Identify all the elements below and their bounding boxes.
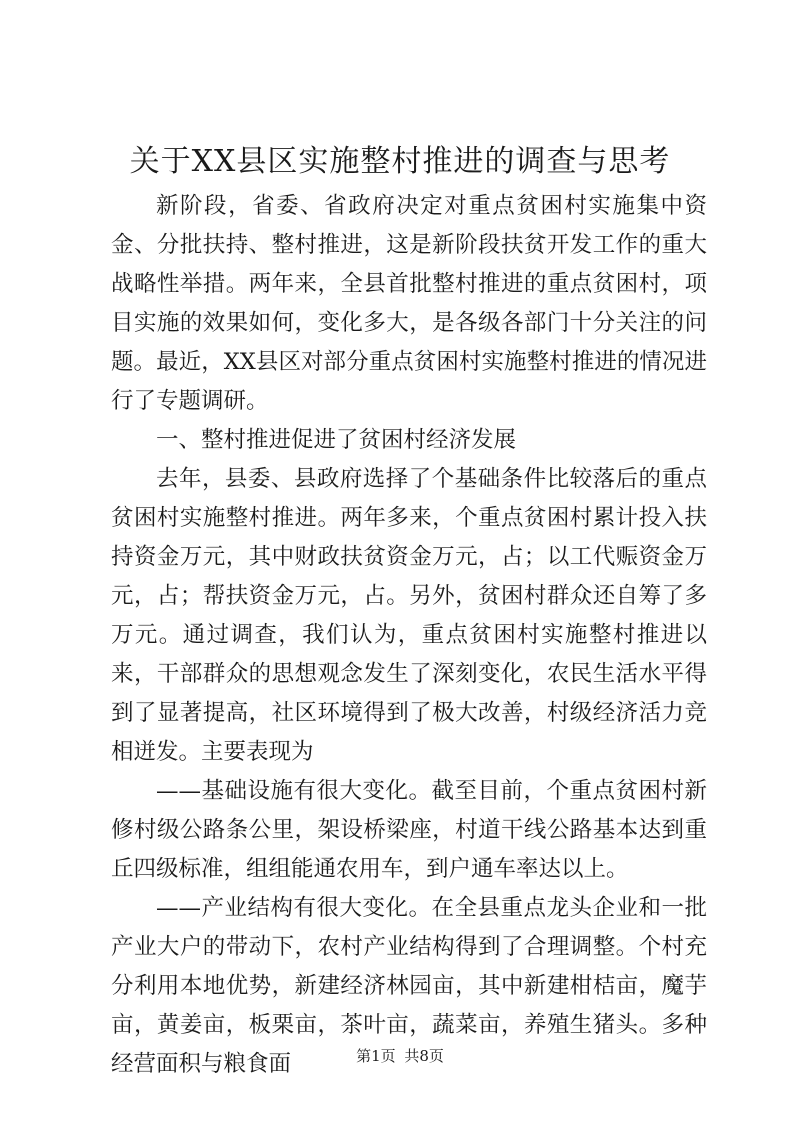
- paragraph-overview: 去年，县委、县政府选择了个基础条件比较落后的重点贫困村实施整村推进。两年多来，个重点贫困村累计投入扶持资金万元，其中财政扶贫资金万元，占；以工代赈资金万元，占；帮扶资金万元，占。另外，贫困村群众还自筹了多万元。通过调查，我们认为，重点贫困村实施整村推进以来，干部群众的思想观念发生了深刻变化，农民生活水平得到了显著提高，社区环境得到了极大改善，村级经济活力竞相迸发。主要表现为: [111, 466, 707, 765]
- page-footer: [0, 1046, 800, 1066]
- section-heading-1: 一、整村推进促进了贫困村经济发展: [156, 427, 517, 453]
- paragraph-industry: ——产业结构有很大变化。在全县重点龙头企业和一批产业大户的带动下，农村产业结构得到了合理调整。个村充分利用本地优势，新建经济林园亩，其中新建柑桔亩，魔芋亩，黄姜亩，板栗亩，茶叶亩，蔬菜亩，养殖生猪头。多种经营面积与粮食面: [111, 895, 707, 1077]
- page-number: 第1页: [356, 1047, 396, 1065]
- document-body: [111, 187, 707, 1084]
- page-total: 共8页: [404, 1047, 444, 1065]
- paragraph-intro: 新阶段，省委、省政府决定对重点贫困村实施集中资金、分批扶持、整村推进，这是新阶段扶贫开发工作的重大战略性举措。两年来，全县首批整村推进的重点贫困村，项目实施的效果如何，变化多大，是各级各部门十分关注的问题。最近，XX县区对部分重点贫困村实施整村推进的情况进行了专题调研。: [111, 193, 707, 414]
- document-title: 关于XX县区实施整村推进的调查与思考: [129, 144, 671, 179]
- paragraph-infrastructure: ——基础设施有很大变化。截至目前，个重点贫困村新修村级公路条公里，架设桥梁座，村道干线公路基本达到重丘四级标准，组组能通农用车，到户通车率达以上。: [111, 778, 707, 882]
